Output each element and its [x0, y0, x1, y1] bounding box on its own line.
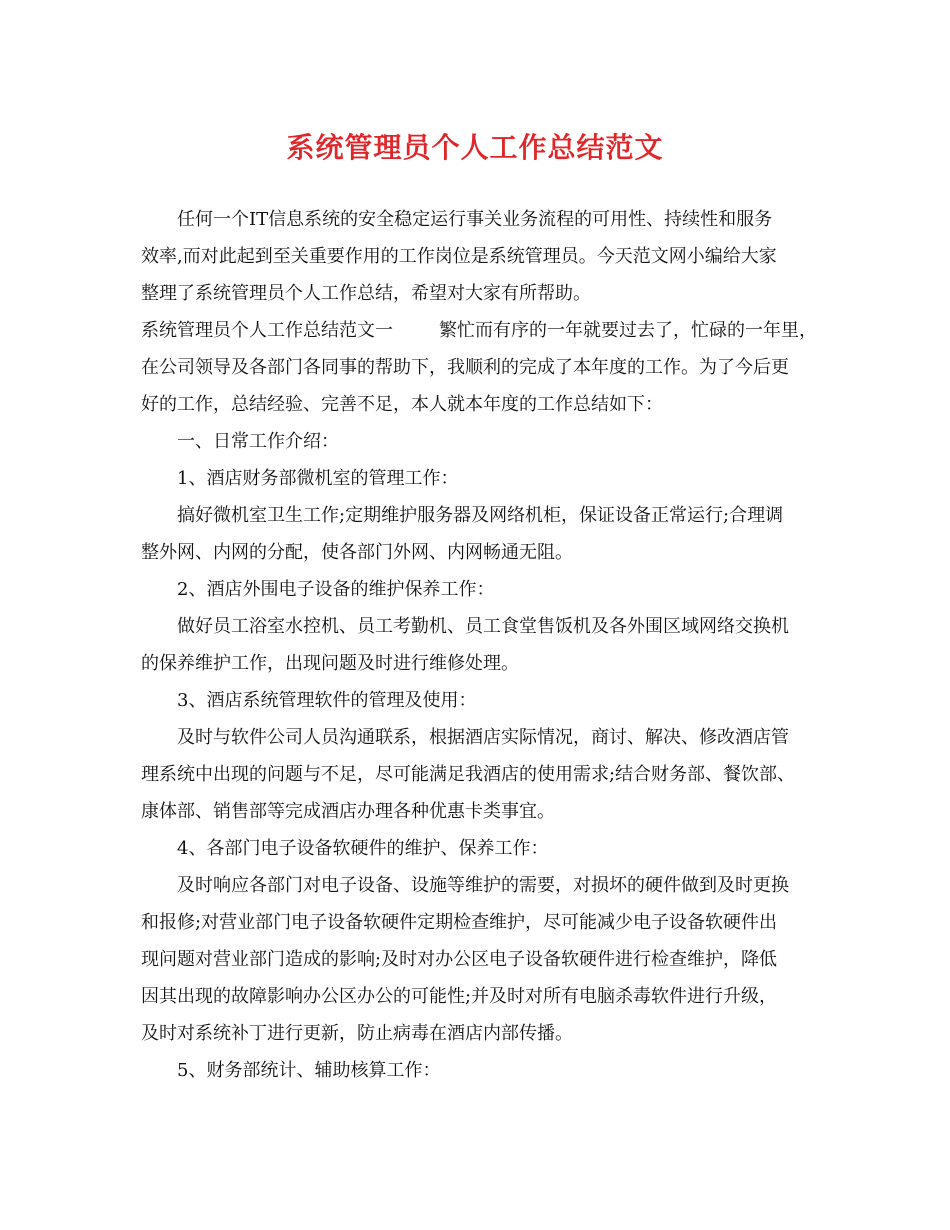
- paragraph-line: 搞好微机室卫生工作;定期维护服务器及网络机柜，保证设备正常运行;合理调: [177, 505, 784, 526]
- intro-line: 整理了系统管理员个人工作总结，希望对大家有所帮助。: [141, 283, 591, 304]
- sample-heading-line: [141, 319, 817, 343]
- paragraph-line: 整外网、内网的分配，使各部门外网、内网畅通无阻。: [141, 542, 573, 563]
- paragraph-line: 现问题对营业部门造成的影响;及时对办公区电子设备软硬件进行检查维护，降低: [141, 949, 778, 970]
- paragraph-line: 及时响应各部门对电子设备、设施等维护的需要，对损坏的硬件做到及时更换: [177, 875, 789, 896]
- subsection-heading: 2、酒店外围电子设备的维护保养工作：: [177, 579, 495, 600]
- paragraph-line: 及时与软件公司人员沟通联系，根据酒店实际情况，商讨、解决、修改酒店管: [177, 727, 789, 748]
- sample-first-text: 繁忙而有序的一年就要过去了，忙碌的一年里，: [439, 320, 817, 341]
- sample-heading: 系统管理员个人工作总结范文一: [141, 320, 393, 341]
- paragraph-line: 的保养维护工作，出现问题及时进行维修处理。: [141, 653, 519, 674]
- intro-line: 任何一个IT信息系统的安全稳定运行事关业务流程的可用性、持续性和服务: [177, 209, 773, 230]
- paragraph-line: 因其出现的故障影响办公区办公的可能性;并及时对所有电脑杀毒软件进行升级，: [141, 986, 778, 1007]
- subsection-heading: 5、财务部统计、辅助核算工作：: [177, 1060, 441, 1081]
- subsection-heading: 1、酒店财务部微机室的管理工作：: [177, 468, 459, 489]
- subsection-heading: 4、各部门电子设备软硬件的维护、保养工作：: [177, 838, 549, 859]
- intro-line: 效率,而对此起到至关重要作用的工作岗位是系统管理员。今天范文网小编给大家: [141, 246, 777, 267]
- paragraph-line: 理系统中出现的问题与不足，尽可能满足我酒店的使用需求;结合财务部、餐饮部、: [141, 764, 796, 785]
- paragraph-line: 及时对系统补丁进行更新，防止病毒在酒店内部传播。: [141, 1023, 573, 1044]
- subsection-heading: 3、酒店系统管理软件的管理及使用：: [177, 690, 477, 711]
- paragraph-line: 好的工作，总结经验、完善不足，本人就本年度的工作总结如下：: [141, 394, 663, 415]
- paragraph-line: 和报修;对营业部门电子设备软硬件定期检查维护，尽可能减少电子设备软硬件出: [141, 912, 778, 933]
- paragraph-line: 做好员工浴室水控机、员工考勤机、员工食堂售饭机及各外围区域网络交换机: [177, 616, 789, 637]
- section-heading: 一、日常工作介绍：: [177, 431, 339, 452]
- document-title: 系统管理员个人工作总结范文: [286, 131, 664, 164]
- paragraph-line: 康体部、销售部等完成酒店办理各种优惠卡类事宜。: [141, 801, 555, 822]
- paragraph-line: 在公司领导及各部门各同事的帮助下，我顺利的完成了本年度的工作。为了今后更: [141, 357, 789, 378]
